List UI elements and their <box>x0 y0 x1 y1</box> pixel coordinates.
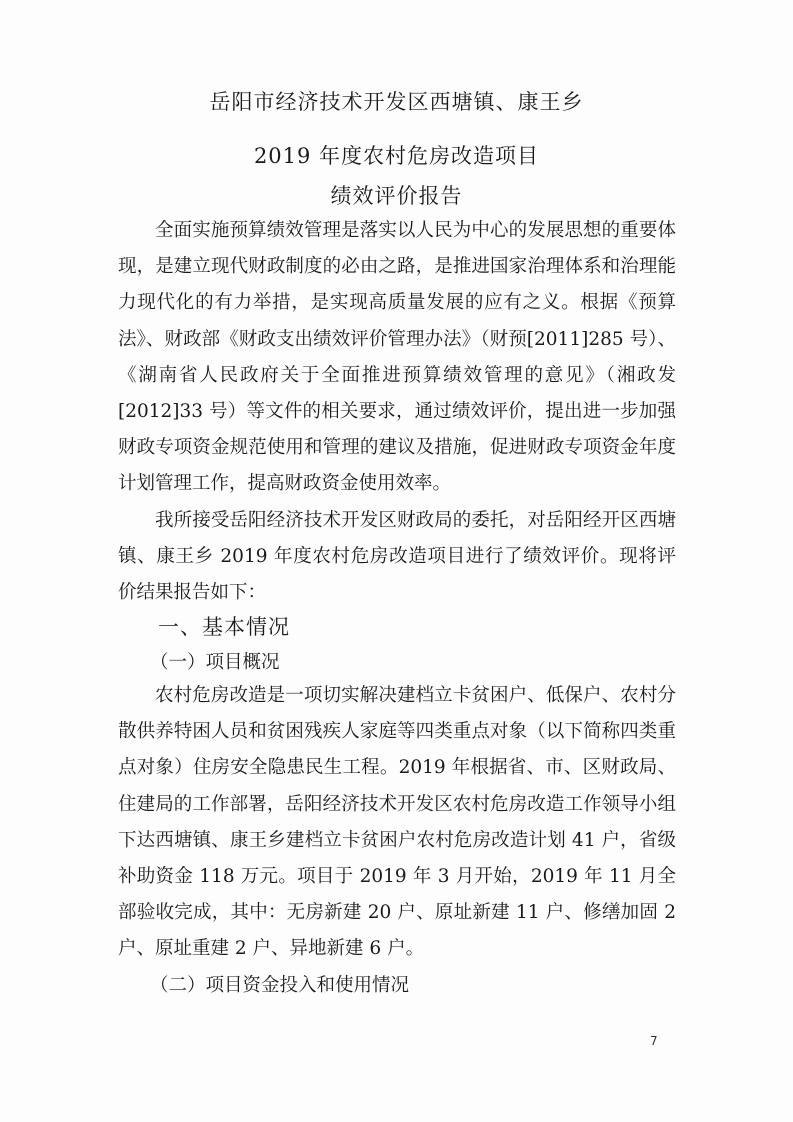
project-overview-paragraph: 农村危房改造是一项切实解决建档立卡贫困户、低保户、农村分散供养特困人员和贫困残疾人家庭等四类重点对象（以下简称四类重点对象）住房安全隐患民生工程。2019 年根据省、市、区财政局、住建局的工作部署，岳阳经济技术开发区农村危房改造工作领导小组下达西塘镇、康王乡建档立卡贫困户农村危房改造计划 41 户，省级补助资金 118 万元。项目于 2019 年 3 月开始，2019 年 11 月全部验收完成，其中：无房新建 20 户、原址新建 11 户、修缮加固 2 户、原址重建 2 户、异地新建 6 户。 <box>118 685 676 960</box>
section-heading-basic-info: 一、基本情况 <box>158 615 290 639</box>
intro-paragraph: 全面实施预算绩效管理是落实以人民为中心的发展思想的重要体现，是建立现代财政制度的必由之路，是推进国家治理体系和治理能力现代化的有力举措，是实现高质量发展的应有之义。根据《预算法》、财政部《财政支出绩效评价管理办法》（财预[2011]285 号）、《湖南省人民政府关于全面推进预算绩效管理的意见》（湘政发[2012]33 号）等文件的相关要求，通过绩效评价，提出进一步加强财政专项资金规范使用和管理的建议及措施，促进财政专项资金年度计划管理工作，提高财政资金使用效率。 <box>118 220 676 495</box>
report-title-line-2: 2019 年度农村危房改造项目 <box>253 144 540 168</box>
report-title-line-3: 绩效评价报告 <box>330 184 463 208</box>
subsection-heading-project-overview: （一）项目概况 <box>150 652 280 673</box>
subsection-heading-funding: （二）项目资金投入和使用情况 <box>150 975 410 996</box>
page-number: 7 <box>650 1034 658 1048</box>
report-title-line-1: 岳阳市经济技术开发区西塘镇、康王乡 <box>209 90 584 114</box>
commission-paragraph: 我所接受岳阳经济技术开发区财政局的委托，对岳阳经开区西塘镇、康王乡 2019 年度农村危房改造项目进行了绩效评价。现将评价结果报告如下： <box>118 510 676 604</box>
